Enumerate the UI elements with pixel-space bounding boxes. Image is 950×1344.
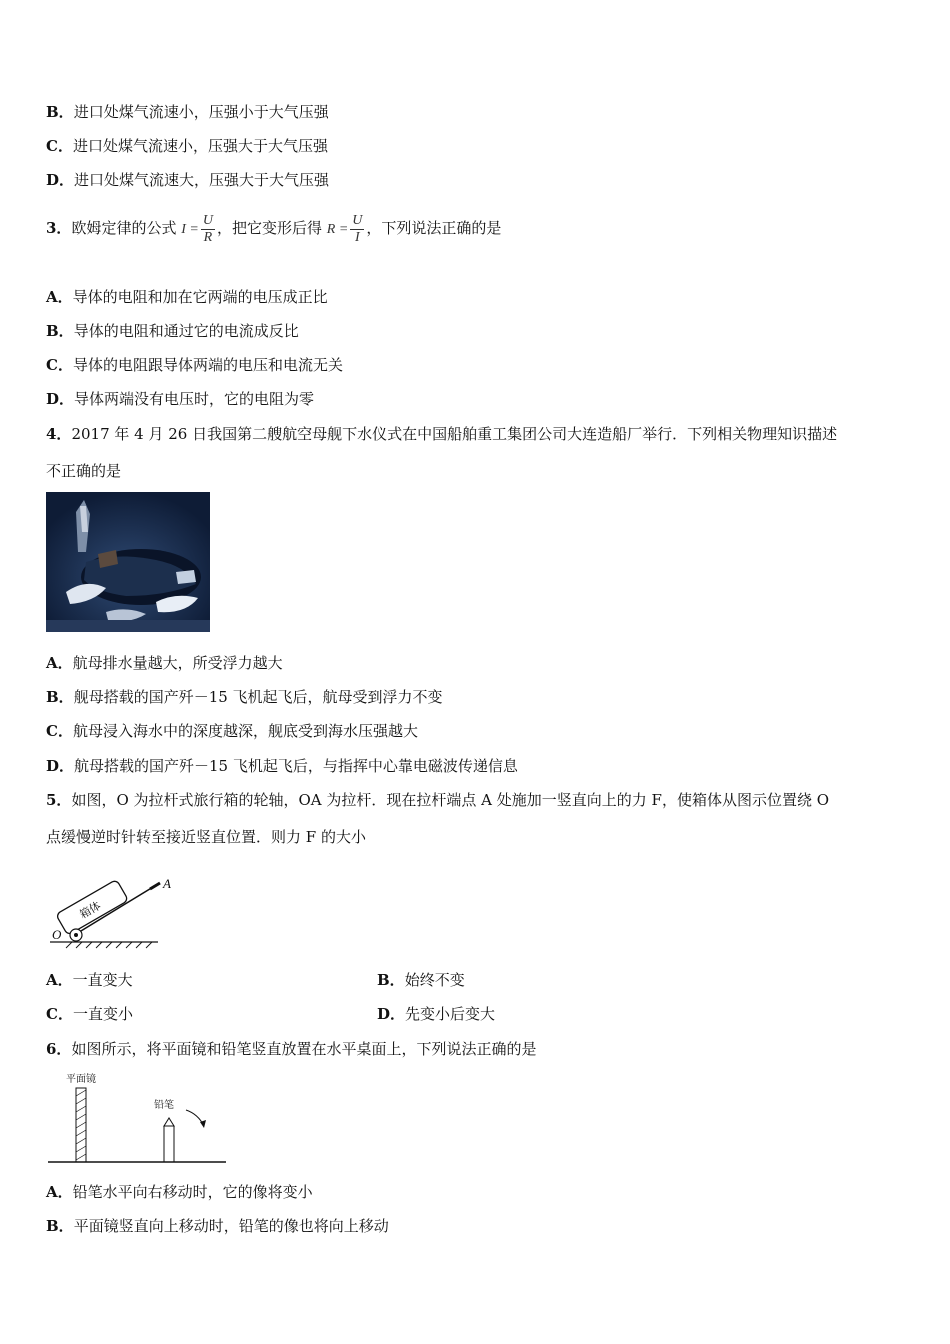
formula2-numerator: U	[352, 212, 363, 228]
wheel-center	[74, 933, 78, 937]
option-label: D．	[46, 757, 75, 775]
pencil-label: 铅笔	[154, 1100, 174, 1111]
question-number: 6．	[46, 1040, 72, 1058]
q5-stem-line2	[46, 827, 366, 847]
q6-stem	[46, 1039, 536, 1059]
q4-option-a	[46, 653, 283, 673]
q5-option-d	[377, 1004, 495, 1024]
option-label: B．	[46, 322, 74, 340]
option-label: B．	[46, 688, 74, 706]
option-label: A．	[46, 971, 73, 989]
option-text: 导体两端没有电压时，它的电阻为零	[74, 390, 315, 408]
option-text: 进口处煤气流速小，压强小于大气压强	[73, 103, 329, 121]
option-text: 平面镜竖直向上移动时，铅笔的像也将向上移动	[73, 1217, 389, 1235]
handle-grip	[150, 883, 160, 889]
option-text: 导体的电阻跟导体两端的电压和电流无关	[72, 356, 343, 374]
stem-text: 不正确的是	[46, 462, 122, 480]
q3-option-d	[46, 389, 314, 409]
formula2-denominator: I	[354, 229, 360, 245]
question-number: 4．	[46, 425, 72, 443]
option-label: C．	[46, 1005, 73, 1023]
q4-option-c	[46, 721, 418, 741]
stem-text: ，把它变形后得	[216, 219, 322, 237]
box-label: 箱体	[77, 899, 104, 922]
option-label: C．	[46, 722, 73, 740]
question-number: 3．	[46, 219, 72, 237]
stem-text: ，下列说法正确的是	[366, 219, 502, 237]
q3-option-b	[46, 321, 299, 341]
option-label: A．	[46, 288, 73, 306]
pencil-tip	[164, 1118, 174, 1126]
option-label: D．	[377, 1005, 406, 1023]
option-text: 舰母搭载的国产歼－15 飞机起飞后，航母受到浮力不变	[73, 688, 443, 706]
option-text: 导体的电阻和加在它两端的电压成正比	[72, 288, 328, 306]
stem-text: 如图所示，将平面镜和铅笔竖直放置在水平桌面上，下列说法正确的是	[71, 1040, 537, 1058]
q5-option-b	[377, 970, 465, 990]
stem-text: 点缓慢逆时针转至接近竖直位置．则力 F 的大小	[46, 828, 366, 846]
formula1-numerator: U	[202, 212, 213, 228]
q5-option-c	[46, 1004, 133, 1024]
q4-stem-line1	[46, 424, 837, 444]
option-label: B．	[377, 971, 405, 989]
option-label: B．	[46, 103, 74, 121]
q2-option-b	[46, 102, 329, 122]
stem-text: 欧姆定律的公式	[71, 219, 177, 237]
option-text: 始终不变	[404, 971, 465, 989]
option-text: 进口处煤气流速小，压强大于大气压强	[72, 137, 328, 155]
option-text: 一直变大	[72, 971, 133, 989]
formula2-fraction	[350, 213, 364, 246]
option-text: 先变小后变大	[405, 1005, 496, 1023]
mirror-label: 平面镜	[66, 1074, 96, 1085]
option-label: A．	[46, 654, 73, 672]
option-text: 铅笔水平向右移动时，它的像将变小	[72, 1183, 313, 1201]
aircraft-carrier-photo	[46, 492, 210, 632]
suitcase-figure	[46, 862, 171, 952]
q4-option-d	[46, 756, 518, 776]
q2-option-c	[46, 136, 328, 156]
option-label: A．	[46, 1183, 73, 1201]
question-number: 5．	[46, 791, 72, 809]
option-text: 进口处煤气流速大，压强大于大气压强	[74, 171, 330, 189]
option-label: D．	[46, 390, 75, 408]
aircraft-carrier-image	[46, 492, 210, 632]
q5-stem-line1	[46, 790, 829, 810]
option-text: 航母排水量越大，所受浮力越大	[72, 654, 283, 672]
q6-option-a	[46, 1182, 313, 1202]
formula1-fraction	[201, 213, 215, 246]
mirror-pencil-figure	[46, 1068, 231, 1168]
q3-stem	[46, 210, 501, 248]
option-label: C．	[46, 137, 73, 155]
option-text: 航母浸入海水中的深度越深，舰底受到海水压强越大	[72, 722, 418, 740]
q4-option-b	[46, 687, 443, 707]
formula1-denominator: R	[203, 229, 213, 245]
option-label: D．	[46, 171, 75, 189]
q3-option-a	[46, 287, 328, 307]
q5-option-a	[46, 970, 133, 990]
formula2-lhs: R =	[326, 222, 349, 237]
option-label: C．	[46, 356, 73, 374]
point-a-label: A	[163, 876, 171, 891]
option-text: 一直变小	[72, 1005, 133, 1023]
option-text: 航母搭载的国产歼－15 飞机起飞后，与指挥中心靠电磁波传递信息	[74, 757, 518, 775]
option-label: B．	[46, 1217, 74, 1235]
suitcase-body	[56, 879, 129, 935]
stem-text: 如图，O 为拉杆式旅行箱的轮轴，OA 为拉杆．现在拉杆端点 A 处施加一竖直向上的力 F，使箱体从图示位置绕 O	[71, 791, 830, 809]
q3-option-c	[46, 355, 343, 375]
point-o-label: O	[52, 927, 62, 942]
q4-stem-line2	[46, 461, 121, 481]
ground-hatching	[66, 942, 152, 948]
formula1-lhs: I =	[181, 222, 199, 237]
q2-option-d	[46, 170, 329, 190]
q6-option-b	[46, 1216, 389, 1236]
stem-text: 2017 年 4 月 26 日我国第二艘航空母舰下水仪式在中国船舶重工集团公司大连造船厂举行．下列相关物理知识描述	[71, 425, 838, 443]
option-text: 导体的电阻和通过它的电流成反比	[73, 322, 299, 340]
pencil-body	[164, 1126, 174, 1162]
